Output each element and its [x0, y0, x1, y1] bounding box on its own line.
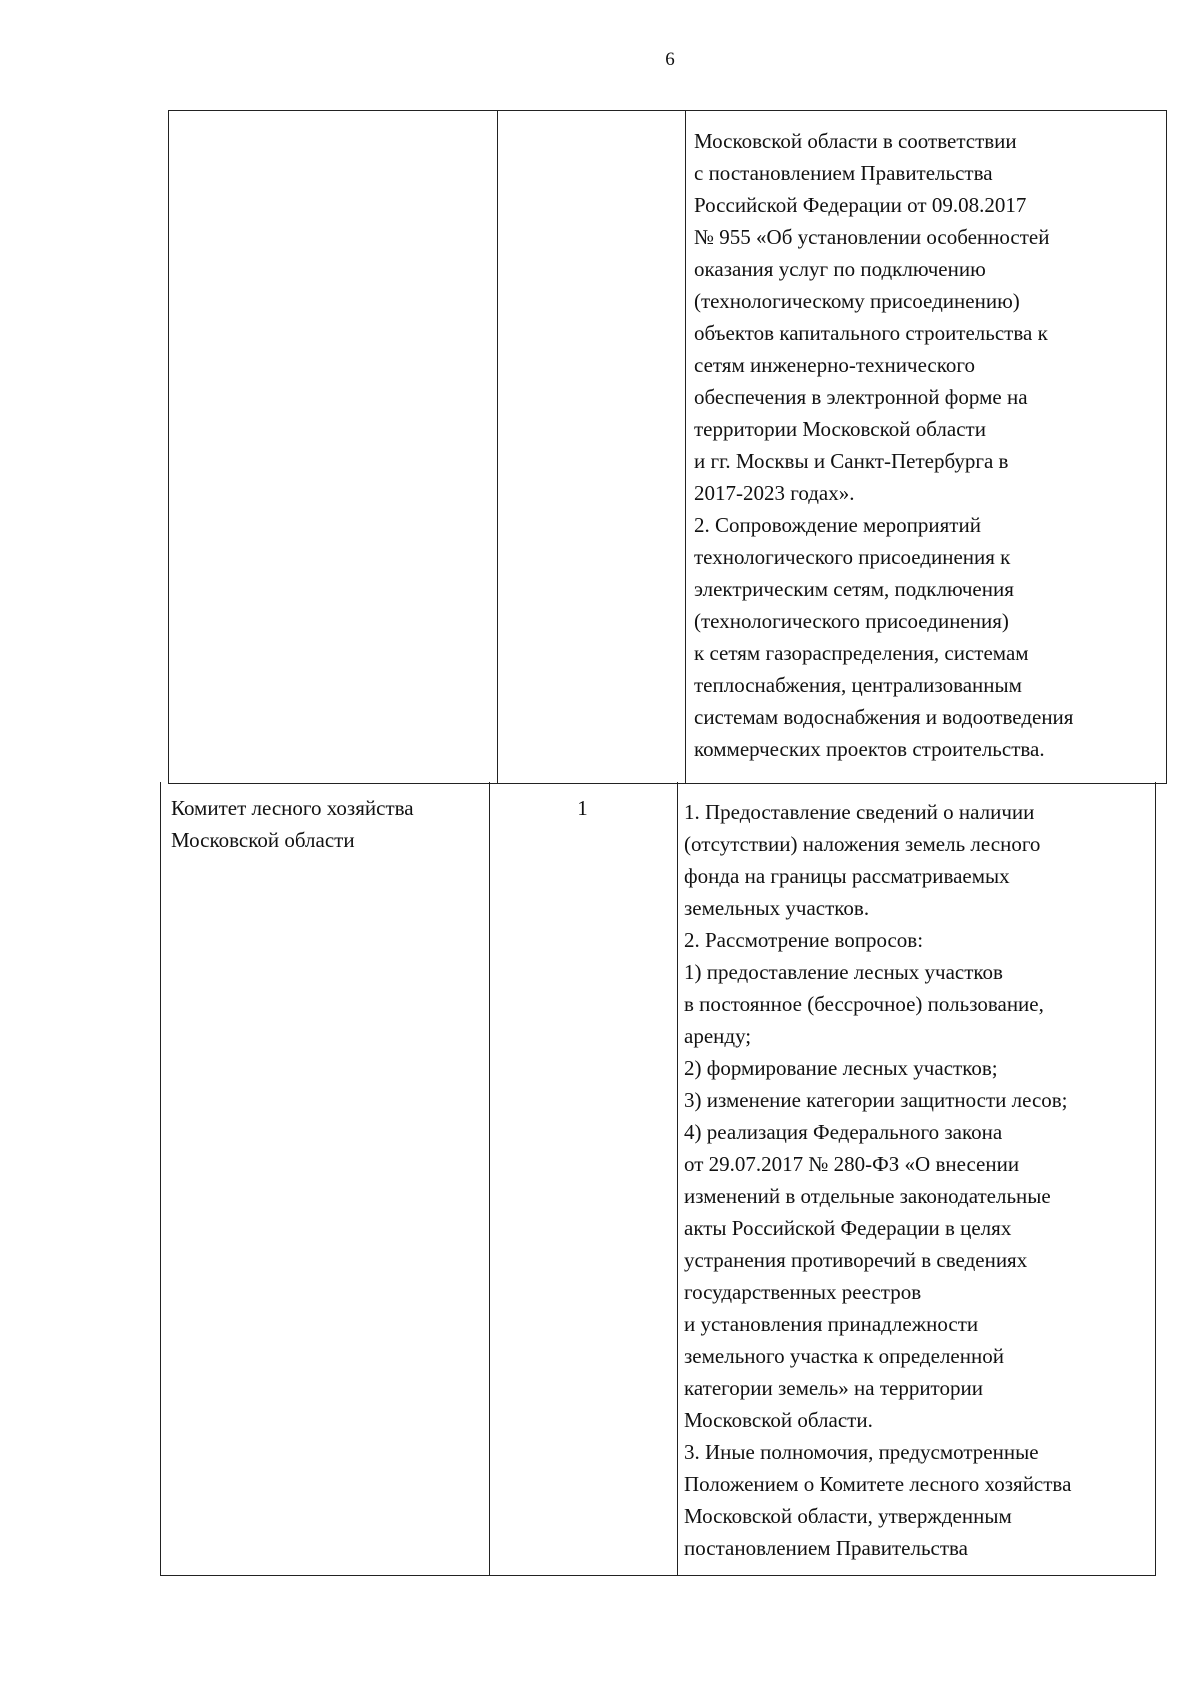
table-cell-r2-functions — [676, 782, 1156, 1576]
text-line: системам водоснабжения и водоотведения — [694, 705, 1074, 729]
text-line: от 29.07.2017 № 280-ФЗ «О внесении — [684, 1152, 1020, 1176]
text-line: технологического присоединения к — [694, 545, 1011, 569]
text-line: и гг. Москвы и Санкт-Петербурга в — [694, 449, 1009, 473]
text-line: (технологического присоединения) — [694, 609, 1009, 633]
text-line: Московской области, утвержденным — [684, 1504, 1012, 1528]
text-line: устранения противоречий в сведениях — [684, 1248, 1028, 1272]
text-line: 2017-2023 годах». — [694, 481, 855, 505]
text-line: Московской области. — [684, 1408, 873, 1432]
text-line: 3. Иные полномочия, предусмотренные — [684, 1440, 1039, 1464]
text-line: сетям инженерно-технического — [694, 353, 975, 377]
text-line: Московской области в соответствии — [694, 129, 1017, 153]
text-line: к сетям газораспределения, системам — [694, 641, 1029, 665]
text-line: постановлением Правительства — [684, 1536, 969, 1560]
text-line: теплоснабжения, централизованным — [694, 673, 1022, 697]
text-line: (технологическому присоединению) — [694, 289, 1020, 313]
text-line: Положением о Комитете лесного хозяйства — [684, 1472, 1072, 1496]
text-line: оказания услуг по подключению — [694, 257, 986, 281]
page-number: 6 — [665, 49, 675, 70]
text-line: категории земель» на территории — [684, 1376, 983, 1400]
table-cell-r1-authority — [168, 110, 498, 784]
text-line: аренду; — [684, 1024, 752, 1048]
text-line: земельного участка к определенной — [684, 1344, 1004, 1368]
text-line: акты Российской Федерации в целях — [684, 1216, 1012, 1240]
text-line: фонда на границы рассматриваемых — [684, 864, 1010, 888]
text-line: в постоянное (бессрочное) пользование, — [684, 992, 1044, 1016]
text-line: территории Московской области — [694, 417, 986, 441]
text-line: и установления принадлежности — [684, 1312, 979, 1336]
text-line: обеспечения в электронной форме на — [694, 385, 1028, 409]
text-line: изменений в отдельные законодательные — [684, 1184, 1051, 1208]
text-line: 2. Рассмотрение вопросов: — [684, 928, 924, 952]
table-cell-r1-count — [496, 110, 686, 784]
text-line: 1) предоставление лесных участков — [684, 960, 1003, 984]
text-line: 2) формирование лесных участков; — [684, 1056, 998, 1080]
text-line: Московской области — [171, 828, 355, 852]
text-line: № 955 «Об установлении особенностей — [694, 225, 1050, 249]
table-cell-r2-authority — [160, 782, 490, 1576]
text-line: 4) реализация Федерального закона — [684, 1120, 1003, 1144]
text-line: электрическим сетям, подключения — [694, 577, 1014, 601]
text-line: Российской Федерации от 09.08.2017 — [694, 193, 1027, 217]
text-line: земельных участков. — [684, 896, 870, 920]
text-line: Комитет лесного хозяйства — [171, 796, 414, 820]
text-line: 2. Сопровождение мероприятий — [694, 513, 981, 537]
text-line: (отсутствии) наложения земель лесного — [684, 832, 1041, 856]
table-cell-r1-functions — [684, 110, 1167, 784]
text-line: коммерческих проектов строительства. — [694, 737, 1045, 761]
text-line: 1. Предоставление сведений о наличии — [684, 800, 1035, 824]
text-line: объектов капитального строительства к — [694, 321, 1048, 345]
text-line: с постановлением Правительства — [694, 161, 993, 185]
table-cell-r2-count: 1 — [488, 782, 678, 1576]
text-line: государственных реестров — [684, 1280, 922, 1304]
text-line: 3) изменение категории защитности лесов; — [684, 1088, 1068, 1112]
